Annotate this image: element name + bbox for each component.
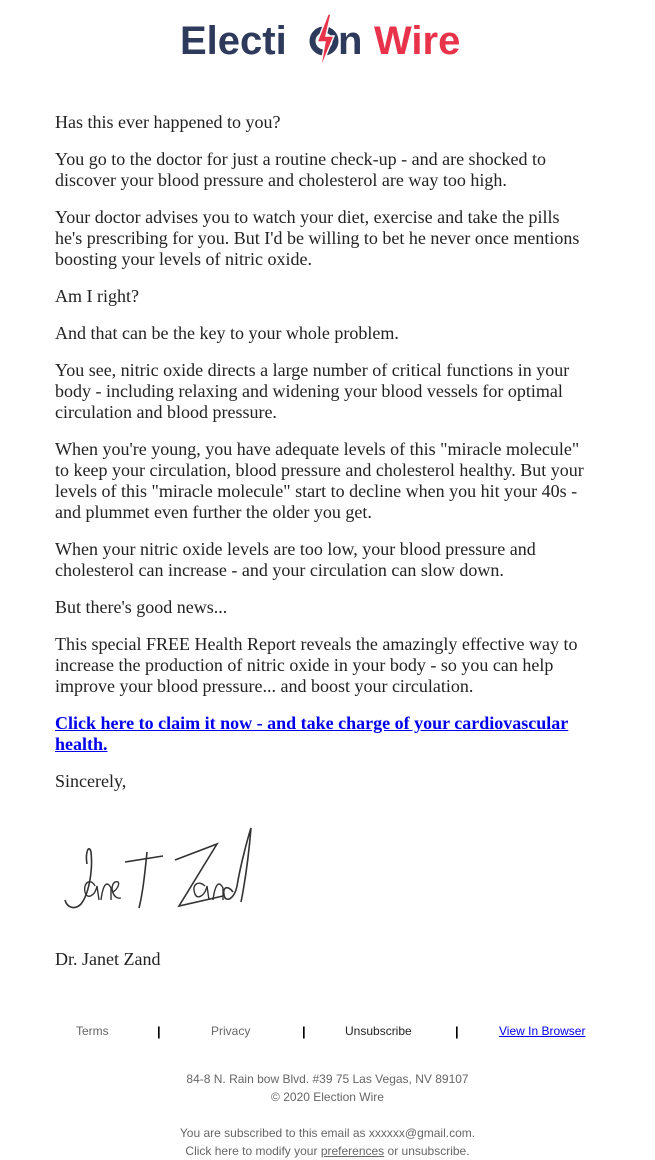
paragraph: But there's good news... bbox=[55, 597, 228, 617]
claim-report-link[interactable]: Click here to claim it now - and take charge of your cardiovascular health. bbox=[55, 713, 569, 754]
postal-address: 84-8 N. Rain bow Blvd. #39 75 Las Vegas, NV 89107 bbox=[186, 1072, 469, 1086]
copyright: © 2020 Election Wire bbox=[271, 1090, 384, 1104]
closing-text: Sincerely, bbox=[55, 771, 127, 791]
paragraph: You go to the doctor for just a routine check-up - and are shocked to discover your blood pressure and cholesterol are way too high. bbox=[55, 149, 547, 190]
logo-bolt-o-icon bbox=[312, 14, 335, 70]
modify-preferences-line bbox=[0, 1142, 655, 1160]
modify-prefix: Click here to modify your bbox=[185, 1144, 321, 1158]
paragraph: You see, nitric oxide directs a large number of critical functions in your body - including relaxing and widening your blood vessels for optimal circulation and blood pressure. bbox=[55, 360, 570, 422]
privacy-link[interactable]: Privacy bbox=[211, 1024, 251, 1038]
unsubscribe-link[interactable]: Unsubscribe bbox=[345, 1024, 412, 1038]
email-body bbox=[55, 112, 585, 986]
terms-link[interactable]: Terms bbox=[76, 1024, 109, 1038]
email-header bbox=[0, 0, 655, 88]
subscription-notice bbox=[0, 1124, 655, 1160]
email-footer bbox=[0, 1020, 655, 1160]
logo-text-election: Electi bbox=[179, 19, 287, 63]
modify-suffix: or unsubscribe. bbox=[384, 1144, 470, 1158]
paragraph: And that can be the key to your whole problem. bbox=[55, 323, 399, 343]
paragraph: Has this ever happened to you? bbox=[55, 112, 281, 132]
paragraph: Your doctor advises you to watch your diet, exercise and take the pills he's prescribing for you. But I'd be willing to bet he never once mentions boosting your levels of nitric oxide. bbox=[55, 207, 580, 269]
footer-separator: | bbox=[157, 1024, 161, 1039]
view-in-browser-link[interactable]: View In Browser bbox=[499, 1024, 586, 1038]
signer-name: Dr. Janet Zand bbox=[55, 949, 161, 969]
signature-image bbox=[55, 822, 265, 922]
footer-separator: | bbox=[302, 1024, 306, 1039]
paragraph: This special FREE Health Report reveals the amazingly effective way to increase the production of nitric oxide in your body - so you can help improve your blood pressure... and boost your circulation. bbox=[55, 634, 578, 696]
cta-paragraph bbox=[55, 713, 585, 755]
paragraph: Am I right? bbox=[55, 286, 139, 306]
preferences-link[interactable]: preferences bbox=[320, 1144, 385, 1158]
logo-text-wire: Wire bbox=[373, 19, 460, 63]
election-wire-logo[interactable] bbox=[178, 12, 478, 72]
footer-links bbox=[0, 1020, 655, 1042]
paragraph: When you're young, you have adequate levels of this "miracle molecule" to keep your circulation, blood pressure and cholesterol healthy. But your levels of this "miracle molecule" start to decline when you hit your 40s - and plummet even further the older you get. bbox=[55, 439, 584, 522]
paragraph: When your nitric oxide levels are too low, your blood pressure and cholesterol can increase - and your circulation can slow down. bbox=[55, 539, 536, 580]
footer-address-block bbox=[0, 1070, 655, 1106]
logo-text-n: n bbox=[337, 19, 362, 63]
footer-separator: | bbox=[455, 1024, 459, 1039]
subscribed-email-line: You are subscribed to this email as xxxxxx@gmail.com. bbox=[179, 1126, 476, 1140]
